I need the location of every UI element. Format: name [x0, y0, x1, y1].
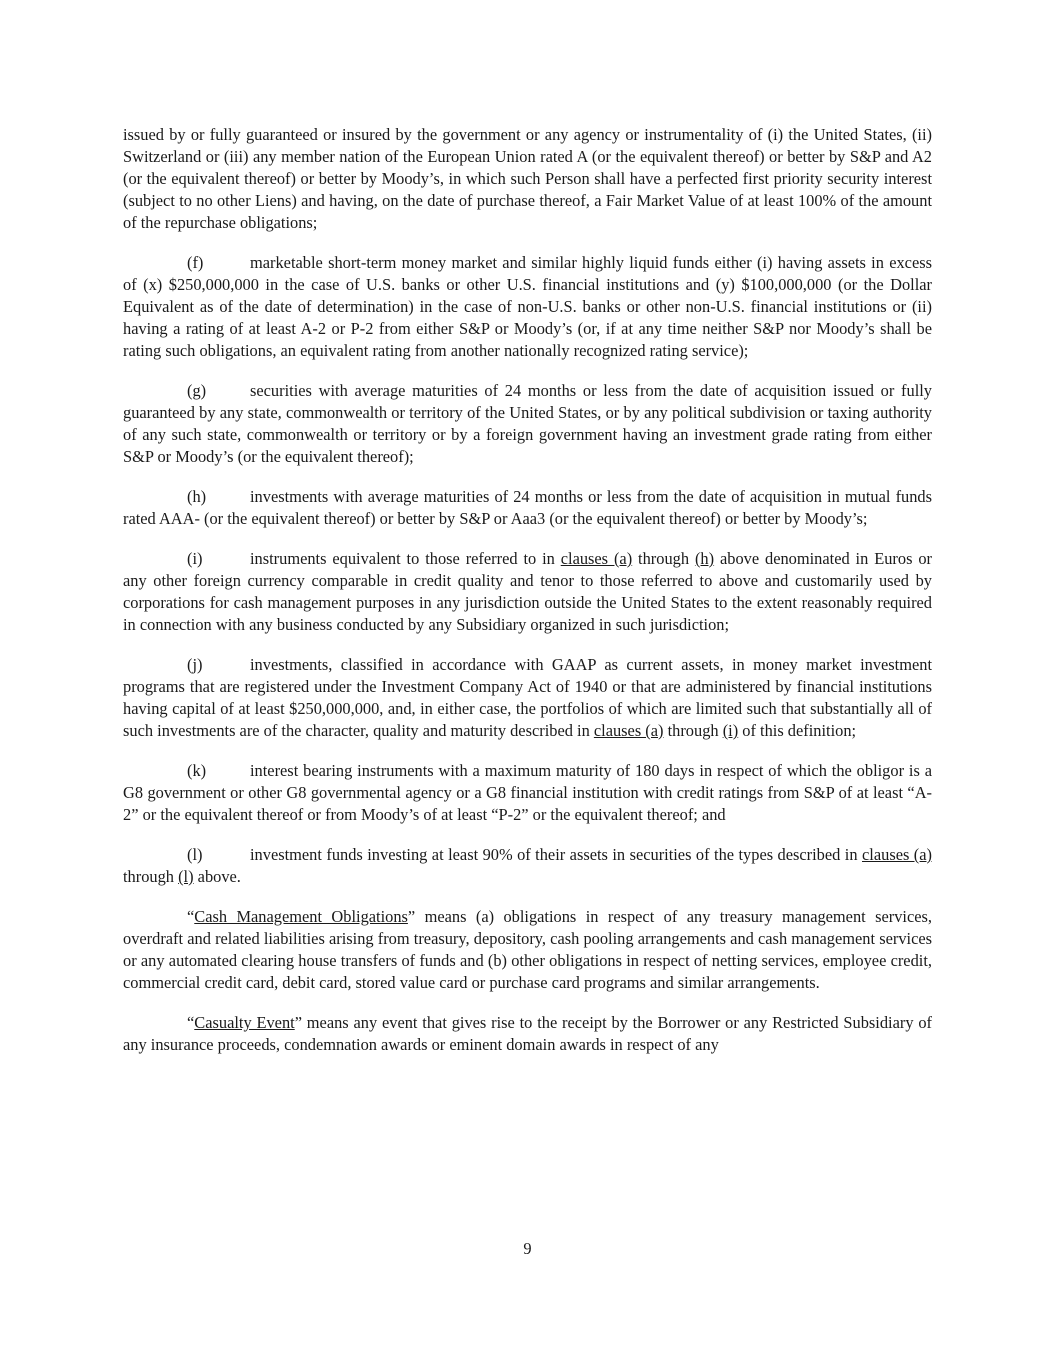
lettered-paragraph: [123, 486, 932, 530]
defined-term: clauses (a): [560, 549, 633, 568]
text-segment: issued by or fully guaranteed or insured by the government or any agency or instrumentality of (i) the United States, (ii) Switzerland or (iii) any member nation of the European Union rated A (or the equivalent thereof) or better by S&P and A2 (or the equivalent thereof) or better by Moody’s, in which such Person shall have a perfected first priority security interest (subject to no other Liens) and having, on the date of purchase thereof, a Fair Market Value of at least 100% of the amount of the repurchase obligations;: [123, 125, 932, 232]
text-segment: marketable short-term money market and similar highly liquid funds either (i) having assets in excess of (x) $250,000,000 in the case of U.S. banks or other U.S. financial institutions and (y) $100,000,000 (or the Dollar Equivalent as of the date of determination) in the case of non-U.S. banks or other non-U.S. financial institutions or (ii) having a rating of at least A-2 or P-2 from either S&P or Moody’s (or, if at any time neither S&P nor Moody’s shall be rating such obligations, an equivalent rating from another nationally recognized rating service);: [123, 253, 932, 360]
text-segment: through: [123, 867, 179, 886]
defined-term: Casualty Event: [194, 1013, 295, 1032]
text-segment: instruments equivalent to those referred to in: [250, 549, 561, 568]
text-segment: through: [663, 721, 723, 740]
text-segment: investment funds investing at least 90% of their assets in securities of the types described in: [250, 845, 863, 864]
text-segment: investments with average maturities of 24 months or less from the date of acquisition in mutual funds rated AAA- (or the equivalent thereof) or better by S&P or Aaa3 (or the equivalent thereof) or better by Moody’s;: [123, 487, 932, 528]
text-segment: “: [187, 1013, 195, 1032]
paragraph: [123, 1012, 932, 1056]
page-number: 9: [523, 1239, 532, 1258]
lettered-paragraph: [123, 760, 932, 826]
text-segment: of this definition;: [738, 721, 857, 740]
lettered-paragraph: [123, 380, 932, 468]
defined-term: (h): [694, 549, 715, 568]
text-segment: above denominated in Euros or any other foreign currency comparable in credit quality and tenor to those referred to above and customarily used by corporations for cash management purposes in any jurisdiction outside the United States to the extent reasonably required in connection with any business conducted by any Subsidiary organized in such jurisdiction;: [123, 549, 932, 634]
lettered-paragraph: [123, 548, 932, 636]
defined-term: clauses (a): [862, 845, 932, 864]
paragraph: [123, 906, 932, 994]
text-segment: interest bearing instruments with a maximum maturity of 180 days in respect of which the obligor is a G8 government or other G8 governmental agency or a G8 financial institution with credit ratings from S&P of at least “A-2” or the equivalent thereof or from Moody’s of at least “P-2” or the equivalent thereof; and: [123, 761, 932, 824]
document-body: [123, 124, 932, 1074]
text-segment: “: [187, 907, 195, 926]
paragraph-label: (j): [187, 655, 203, 674]
paragraph-label: (f): [187, 253, 204, 272]
defined-term: (i): [722, 721, 739, 740]
defined-term: (l): [178, 867, 194, 886]
text-segment: through: [632, 549, 695, 568]
text-segment: securities with average maturities of 24 months or less from the date of acquisition issued or fully guaranteed by any state, commonwealth or territory of the United States, or by any political subdivision or taxing authority of any such state, commonwealth or territory or by a foreign government having an investment grade rating from either S&P or Moody’s (or the equivalent thereof);: [123, 381, 932, 466]
text-segment: investments, classified in accordance with GAAP as current assets, in money market investment programs that are registered under the Investment Company Act of 1940 or that are administered by financial institutions having capital of at least $250,000,000, and, in either case, the portfolios of which are limited such that substantially all of such investments are of the character, quality and maturity described in: [123, 655, 932, 740]
paragraph-label: (g): [187, 381, 207, 400]
defined-term: Cash Management Obligations: [194, 907, 408, 926]
paragraph-label: (h): [187, 487, 207, 506]
paragraph-label: (l): [187, 845, 203, 864]
paragraph: [123, 124, 932, 234]
lettered-paragraph: [123, 252, 932, 362]
text-segment: ” means (a) obligations in respect of any treasury management services, overdraft and related liabilities arising from treasury, depository, cash pooling arrangements and cash management services or any automated clearing house transfers of funds and (b) other obligations in respect of netting services, employee credit, commercial credit card, debit card, stored value card or purchase card programs and similar arrangements.: [123, 907, 932, 992]
paragraph-label: (k): [187, 761, 207, 780]
text-segment: above.: [193, 867, 241, 886]
defined-term: clauses (a): [593, 721, 664, 740]
text-segment: ” means any event that gives rise to the receipt by the Borrower or any Restricted Subsidiary of any insurance proceeds, condemnation awards or eminent domain awards in respect of any: [123, 1013, 932, 1054]
lettered-paragraph: [123, 654, 932, 742]
paragraph-label: (i): [187, 549, 203, 568]
lettered-paragraph: [123, 844, 932, 888]
